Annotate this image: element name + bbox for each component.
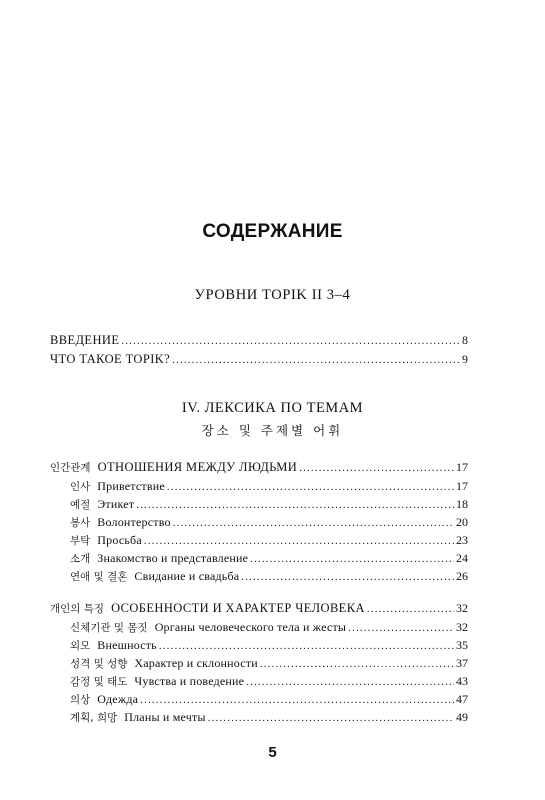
toc-entry-label: Этикет (97, 497, 135, 511)
toc-korean-label: 의상 (70, 694, 91, 706)
toc-entry[interactable] (70, 533, 468, 550)
dot-leader (348, 622, 454, 634)
toc-entry[interactable] (70, 551, 468, 568)
dot-leader (121, 335, 460, 347)
dot-leader (299, 462, 454, 474)
toc-entry[interactable] (70, 638, 468, 655)
toc-page-number: 32 (456, 601, 468, 615)
dot-leader (208, 712, 454, 724)
toc-korean-label: 예절 (70, 499, 91, 511)
page-number: 5 (268, 744, 277, 761)
toc-entry-label: Одежда (97, 692, 139, 706)
toc-page-number: 20 (456, 515, 468, 529)
toc-korean-label: 부탁 (70, 535, 91, 547)
toc-entry[interactable] (70, 620, 468, 637)
toc-entry-label: Приветствие (97, 479, 165, 493)
toc-korean-label: 신체기관 및 몸짓 (70, 622, 148, 634)
dot-leader (367, 603, 454, 615)
toc-page-number: 49 (456, 710, 468, 724)
toc-korean-label: 봉사 (70, 517, 91, 529)
toc-entry[interactable] (70, 569, 468, 586)
toc-entry-label: ЧТО ТАКОЕ TOPIK? (50, 352, 171, 366)
toc-page-number: 24 (456, 551, 468, 565)
dot-leader (260, 658, 454, 670)
toc-page-number: 37 (456, 656, 468, 670)
toc-korean-label: 성격 및 성향 (70, 658, 128, 670)
toc-page-number: 47 (456, 692, 468, 706)
toc-entry-label: Внешность (97, 638, 157, 652)
toc-entry[interactable] (70, 692, 468, 709)
toc-entry-label: Чувства и поведение (134, 674, 245, 688)
dot-leader (136, 499, 454, 511)
section-subtitle-korean: 장소 및 주제별 어휘 (201, 423, 344, 438)
dot-leader (172, 354, 460, 366)
toc-korean-label: 인사 (70, 481, 91, 493)
dot-leader (140, 694, 454, 706)
toc-page-number: 23 (456, 533, 468, 547)
dot-leader (250, 553, 454, 565)
toc-entry-label: Планы и мечты (124, 710, 206, 724)
level-subtitle: УРОВНИ TOPIK II 3–4 (194, 287, 351, 303)
toc-page-number: 9 (462, 352, 468, 366)
toc-entry-label: ВВЕДЕНИЕ (50, 333, 120, 347)
toc-entry[interactable] (70, 656, 468, 673)
toc-korean-label: 감정 및 태도 (70, 676, 128, 688)
toc-entry-label: Свидание и свадьба (134, 569, 240, 583)
toc-page-number: 17 (456, 479, 468, 493)
toc-korean-label: 인간관계 (50, 462, 91, 474)
dot-leader (167, 481, 454, 493)
toc-korean-label: 계획, 희망 (70, 712, 118, 724)
toc-korean-label: 외모 (70, 640, 91, 652)
toc-page-number: 32 (456, 620, 468, 634)
page-title: СОДЕРЖАНИЕ (202, 221, 343, 242)
toc-page-number: 43 (456, 674, 468, 688)
toc-entry[interactable] (70, 497, 468, 514)
dot-leader (144, 535, 454, 547)
toc-page-number: 18 (456, 497, 468, 511)
dot-leader (246, 676, 454, 688)
toc-entry-what-is-topik[interactable] (50, 352, 468, 369)
toc-entry[interactable] (70, 674, 468, 691)
section-title: IV. ЛЕКСИКА ПО ТЕМАМ (181, 400, 364, 416)
toc-entry[interactable] (70, 515, 468, 532)
toc-entry-label: Органы человеческого тела и жесты (154, 620, 347, 634)
toc-page-number: 8 (462, 333, 468, 347)
toc-group-heading[interactable] (50, 460, 468, 477)
toc-group-heading[interactable] (50, 601, 468, 618)
toc-entry-label: Просьба (97, 533, 142, 547)
dot-leader (159, 640, 454, 652)
toc-page-number: 26 (456, 569, 468, 583)
toc-korean-label: 개인의 특징 (50, 603, 105, 615)
toc-entry[interactable] (70, 479, 468, 496)
toc-entry-label: ОСОБЕННОСТИ И ХАРАКТЕР ЧЕЛОВЕКА (111, 601, 365, 615)
toc-entry[interactable] (70, 710, 468, 727)
dot-leader (241, 571, 454, 583)
toc-korean-label: 소개 (70, 553, 91, 565)
toc-page-number: 17 (456, 460, 468, 474)
toc-entry-intro[interactable] (50, 333, 468, 350)
toc-entry-label: ОТНОШЕНИЯ МЕЖДУ ЛЮДЬМИ (97, 460, 298, 474)
dot-leader (173, 517, 454, 529)
toc-entry-label: Знакомство и представление (97, 551, 249, 565)
toc-korean-label: 연애 및 결혼 (70, 571, 128, 583)
toc-entry-label: Характер и склонности (134, 656, 258, 670)
toc-entry-label: Волонтерство (97, 515, 171, 529)
toc-page-number: 35 (456, 638, 468, 652)
